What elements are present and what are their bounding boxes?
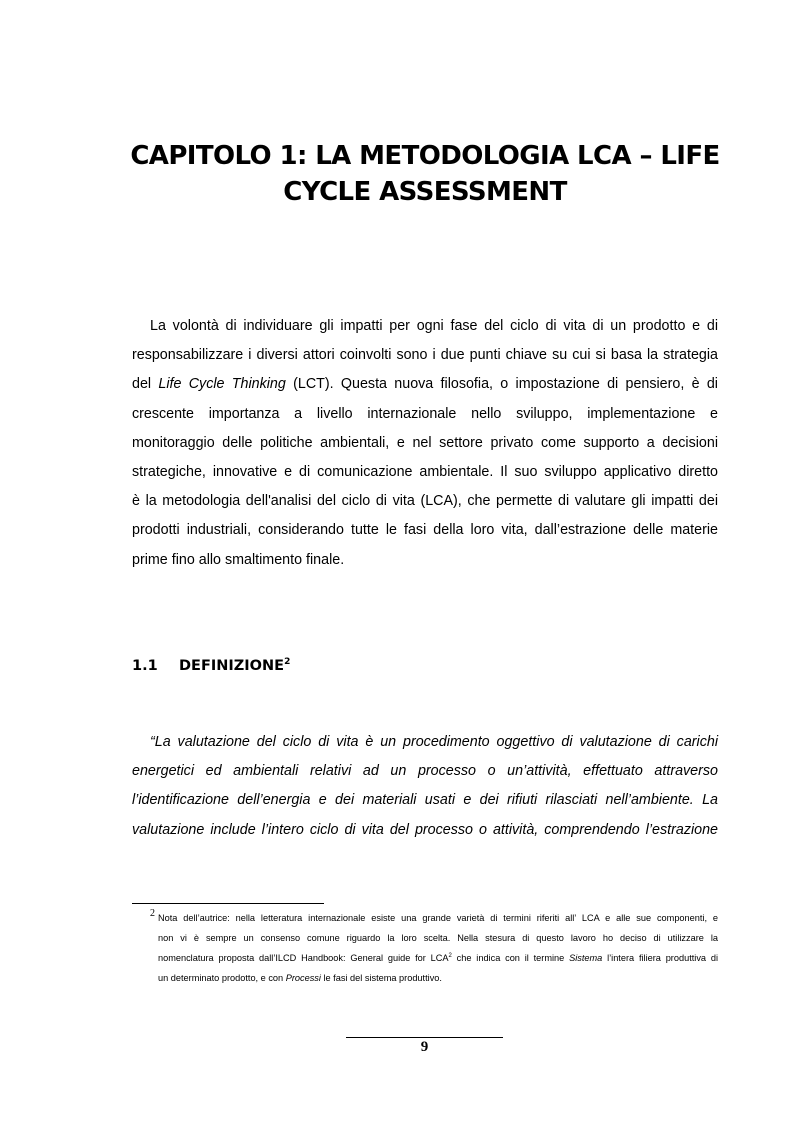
intro-line: prodotti industriali, considerando tutte le fasi della loro vita, dall’estrazione delle materie bbox=[132, 522, 718, 539]
footnote-line bbox=[158, 948, 718, 968]
footnote-line: Nota dell’autrice: nella letteratura internazionale esiste una grande varietà di termini riferiti all’ LCA e alle sue componenti, e bbox=[158, 913, 718, 923]
page-number-rule bbox=[346, 1037, 503, 1038]
footnote-citation: 2 bbox=[448, 952, 452, 959]
intro-line: è la metodologia dell'analisi del ciclo di vita (LCA), che permette di valutare gli impatti dei bbox=[132, 493, 718, 510]
footnote bbox=[150, 908, 719, 988]
footnote-text: che indica con il termine bbox=[451, 953, 570, 963]
page-number: 9 bbox=[420, 1039, 429, 1055]
intro-line: monitoraggio delle politiche ambientali, e nel settore privato come supporto a decisioni bbox=[132, 434, 718, 451]
footnote-reference[interactable]: 2 bbox=[284, 657, 291, 668]
section-title: DEFINIZIONE bbox=[179, 658, 285, 674]
intro-line bbox=[132, 370, 718, 399]
section-number: 1.1 bbox=[132, 658, 158, 674]
footnote-mark: 2 bbox=[150, 908, 155, 919]
footnote-line: non vi è sempre un consenso comune riguardo la loro scelta. Nella stesura di questo lavoro ho deciso di utilizzare la bbox=[158, 933, 718, 943]
footnote-separator bbox=[132, 903, 324, 904]
chapter-title-line-2: CYCLE ASSESSMENT bbox=[283, 177, 567, 207]
footnote-line bbox=[158, 968, 718, 988]
intro-paragraph bbox=[132, 312, 718, 575]
chapter-title-line-1: CAPITOLO 1: LA METODOLOGIA LCA – LIFE bbox=[130, 141, 720, 171]
intro-line: prime fino allo smaltimento finale. bbox=[132, 551, 345, 568]
intro-line: responsabilizzare i diversi attori coinvolti sono i due punti chiave su cui si basa la strategia bbox=[132, 347, 718, 364]
quote-line: valutazione include l’intero ciclo di vita del processo o attività, comprendendo l’estrazione bbox=[132, 821, 718, 838]
intro-line: crescente importanza a livello internazionale nello sviluppo, implementazione e bbox=[132, 405, 718, 422]
quote-line: l’identificazione dell’energia e dei materiali usati e dei rifiuti rilasciati nell’ambiente. La bbox=[132, 792, 718, 809]
intro-text: del bbox=[132, 376, 159, 393]
section-heading bbox=[132, 655, 290, 677]
intro-line: strategiche, innovative e di comunicazione ambientale. Il suo sviluppo applicativo diretto bbox=[132, 464, 718, 481]
intro-line: La volontà di individuare gli impatti per ogni fase del ciclo di vita di un prodotto e di bbox=[150, 318, 718, 334]
quote-line: energetici ed ambientali relativi ad un processo o un’attività, effettuato attraverso bbox=[132, 763, 718, 780]
term-processi: Processi bbox=[285, 973, 321, 983]
quote-line: “La valutazione del ciclo di vita è un procedimento oggettivo di valutazione di carichi bbox=[150, 734, 718, 750]
lct-term: Life Cycle Thinking bbox=[158, 376, 286, 393]
footnote-text: un determinato prodotto, e con bbox=[158, 973, 286, 983]
footnote-text: l’intera filiera produttiva di bbox=[602, 953, 719, 963]
footnote-text: nomenclatura proposta dall’ILCD Handbook: General guide for LCA bbox=[158, 953, 449, 963]
definition-quote bbox=[132, 728, 718, 845]
intro-text: (LCT). Questa nuova filosofia, o impostazione di pensiero, è di bbox=[285, 376, 718, 393]
footnote-text: le fasi del sistema produttivo. bbox=[320, 973, 442, 983]
chapter-title bbox=[120, 138, 730, 210]
term-sistema: Sistema bbox=[569, 953, 603, 963]
